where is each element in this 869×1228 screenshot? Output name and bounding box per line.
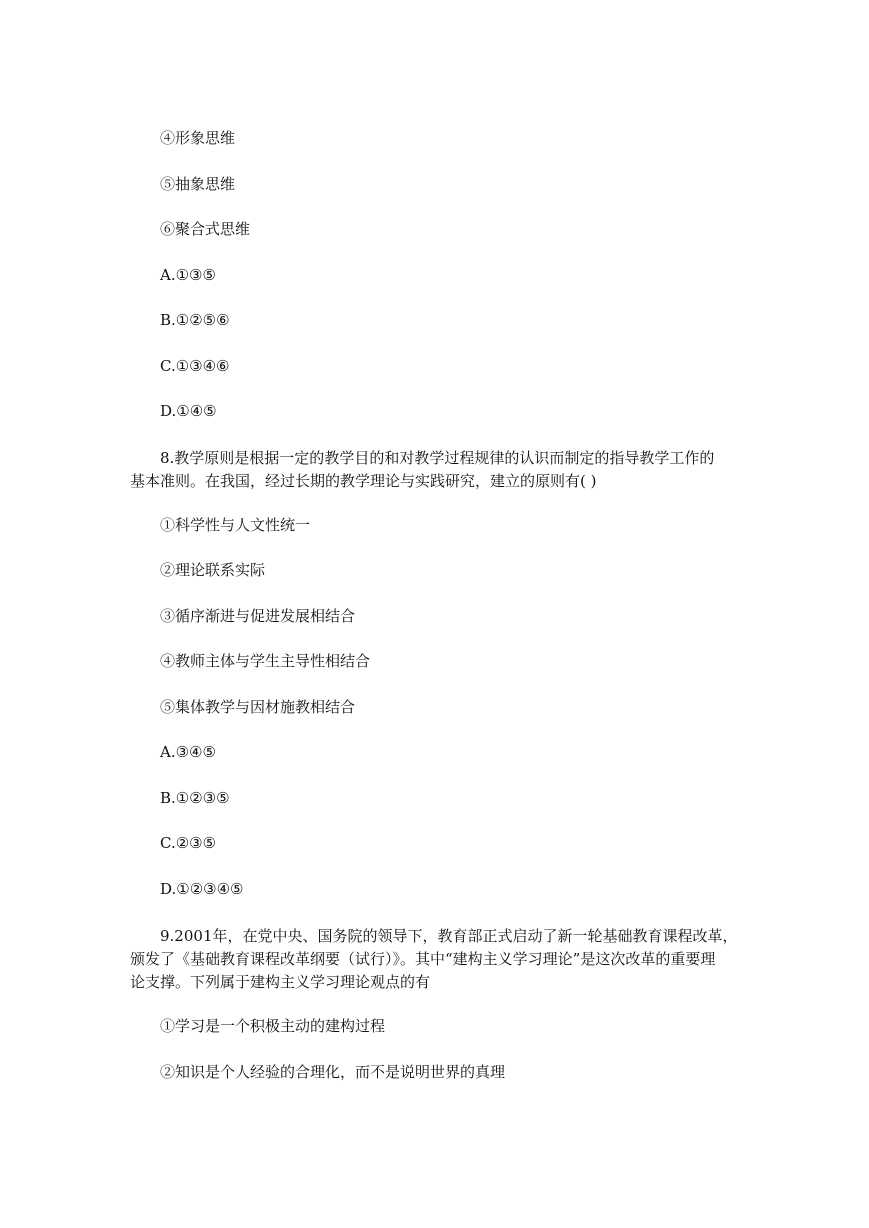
q9-stem-line-3: 论支撑。下列属于建构主义学习理论观点的有 (130, 973, 431, 991)
q7-choice-a: A.①③⑤ (160, 266, 216, 284)
q7-item-5: ⑤抽象思维 (160, 175, 236, 193)
q8-item-5: ⑤集体教学与因材施教相结合 (160, 698, 356, 716)
q8-choice-b: B.①②③⑤ (160, 789, 230, 807)
q8-item-1: ①科学性与人文性统一 (160, 516, 311, 534)
q8-stem-line-2: 基本准则。在我国，经过长期的教学理论与实践研究，建立的原则有( ) (130, 472, 597, 490)
q8-choice-d: D.①②③④⑤ (160, 880, 244, 898)
q7-choice-d: D.①④⑤ (160, 402, 217, 420)
q9-stem-line-2: 颁发了《基础教育课程改革纲要（试行）》。其中“建构主义学习理论”是这次改革的重要理 (130, 950, 716, 968)
q8-choice-a: A.③④⑤ (160, 743, 216, 761)
q8-choice-c: C.②③⑤ (160, 834, 217, 852)
q8-item-2: ②理论联系实际 (160, 561, 266, 579)
q8-item-3: ③循序渐进与促进发展相结合 (160, 607, 356, 625)
q8-stem-line-1: 8.教学原则是根据一定的教学目的和对教学过程规律的认识而制定的指导教学工作的 (160, 449, 715, 467)
q7-item-6: ⑥聚合式思维 (160, 220, 251, 238)
q9-stem-line-1: 9.2001年，在党中央、国务院的领导下，教育部正式启动了新一轮基础教育课程改革， (160, 927, 738, 945)
q7-choice-b: B.①②⑤⑥ (160, 311, 230, 329)
q8-item-4: ④教师主体与学生主导性相结合 (160, 652, 371, 670)
q9-item-1: ①学习是一个积极主动的建构过程 (160, 1017, 386, 1035)
q7-choice-c: C.①③④⑥ (160, 357, 230, 375)
q7-item-4: ④形象思维 (160, 129, 236, 147)
q9-item-2: ②知识是个人经验的合理化，而不是说明世界的真理 (160, 1063, 506, 1081)
